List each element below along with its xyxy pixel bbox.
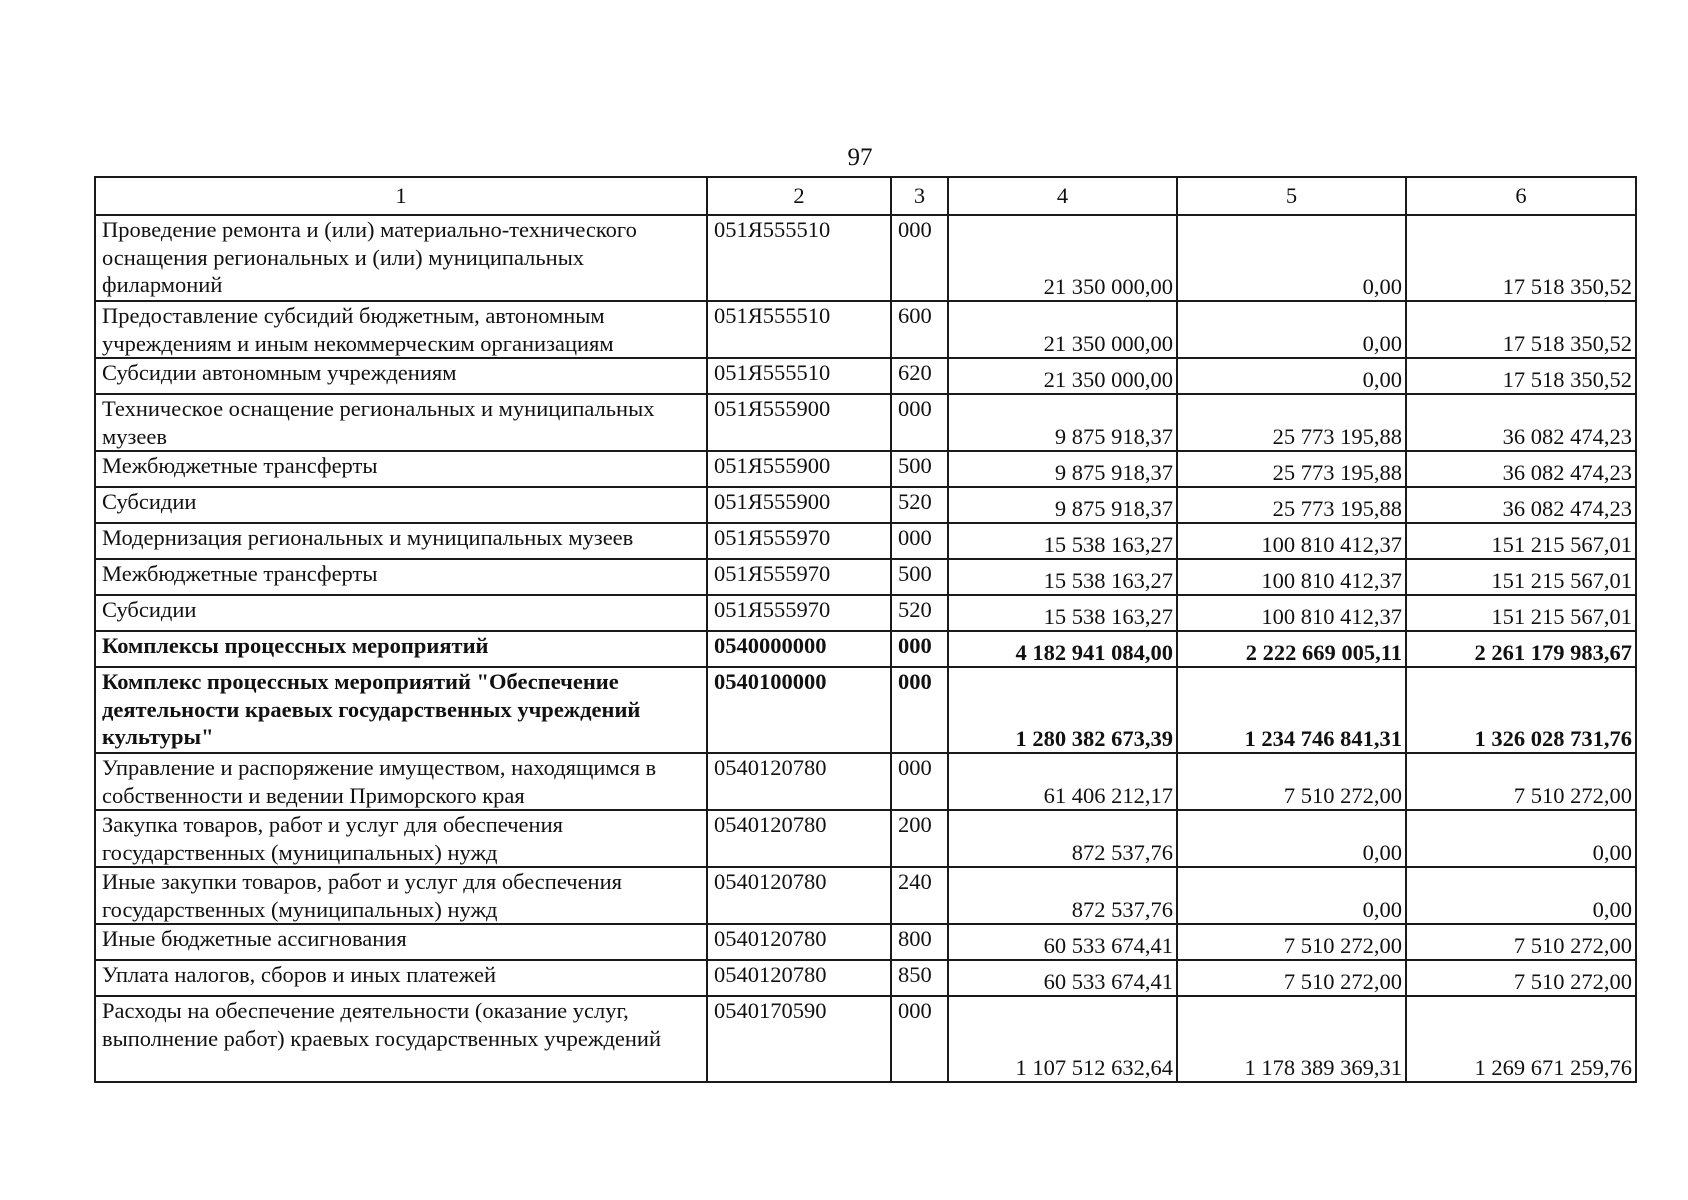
row-value-col4: 1 280 382 673,39 <box>948 667 1177 753</box>
row-value-col4: 15 538 163,27 <box>948 523 1177 559</box>
table-row <box>95 810 1636 867</box>
row-value-col5: 0,00 <box>1177 215 1406 301</box>
row-value-col4: 60 533 674,41 <box>948 924 1177 960</box>
table-row <box>95 631 1636 667</box>
row-value-col4: 21 350 000,00 <box>948 215 1177 301</box>
row-value-col6: 36 082 474,23 <box>1406 487 1636 523</box>
row-value-col6: 2 261 179 983,67 <box>1406 631 1636 667</box>
row-value-col6: 17 518 350,52 <box>1406 301 1636 358</box>
row-name: Закупка товаров, работ и услуг для обеспечения государственных (муниципальных) нужд <box>95 810 707 867</box>
column-header: 4 <box>948 177 1177 215</box>
row-expense-type: 850 <box>891 960 948 996</box>
page-number: 97 <box>847 144 873 171</box>
row-value-col5: 7 510 272,00 <box>1177 753 1406 810</box>
row-value-col5: 100 810 412,37 <box>1177 595 1406 631</box>
column-header: 6 <box>1406 177 1636 215</box>
row-value-col4: 872 537,76 <box>948 810 1177 867</box>
row-value-col4: 21 350 000,00 <box>948 358 1177 394</box>
header-row <box>95 177 1636 215</box>
row-value-col6: 7 510 272,00 <box>1406 753 1636 810</box>
row-value-col5: 25 773 195,88 <box>1177 394 1406 451</box>
row-name: Техническое оснащение региональных и муниципальных музеев <box>95 394 707 451</box>
row-value-col5: 1 178 389 369,31 <box>1177 996 1406 1082</box>
row-name: Предоставление субсидий бюджетным, автономным учреждениям и иным некоммерческим организациям <box>95 301 707 358</box>
row-value-col6: 36 082 474,23 <box>1406 451 1636 487</box>
row-code: 051Я555510 <box>707 215 891 301</box>
table-row <box>95 559 1636 595</box>
table-row <box>95 301 1636 358</box>
row-value-col6: 151 215 567,01 <box>1406 559 1636 595</box>
row-expense-type: 000 <box>891 667 948 753</box>
row-value-col5: 0,00 <box>1177 867 1406 924</box>
row-code: 051Я555900 <box>707 394 891 451</box>
row-expense-type: 000 <box>891 753 948 810</box>
row-value-col6: 7 510 272,00 <box>1406 924 1636 960</box>
row-value-col6: 151 215 567,01 <box>1406 523 1636 559</box>
row-value-col4: 15 538 163,27 <box>948 595 1177 631</box>
row-code: 0540120780 <box>707 810 891 867</box>
row-value-col4: 9 875 918,37 <box>948 451 1177 487</box>
row-name: Модернизация региональных и муниципальных музеев <box>95 523 707 559</box>
row-code: 051Я555970 <box>707 559 891 595</box>
row-code: 051Я555510 <box>707 358 891 394</box>
row-code: 0540120780 <box>707 753 891 810</box>
row-code: 0540170590 <box>707 996 891 1082</box>
row-value-col4: 4 182 941 084,00 <box>948 631 1177 667</box>
row-value-col6: 1 326 028 731,76 <box>1406 667 1636 753</box>
row-expense-type: 500 <box>891 559 948 595</box>
row-expense-type: 520 <box>891 487 948 523</box>
row-value-col5: 25 773 195,88 <box>1177 487 1406 523</box>
row-expense-type: 240 <box>891 867 948 924</box>
row-value-col5: 7 510 272,00 <box>1177 960 1406 996</box>
row-expense-type: 200 <box>891 810 948 867</box>
row-name: Расходы на обеспечение деятельности (оказание услуг, выполнение работ) краевых государственных учреждений <box>95 996 707 1082</box>
row-value-col4: 60 533 674,41 <box>948 960 1177 996</box>
row-value-col6: 17 518 350,52 <box>1406 358 1636 394</box>
row-name: Иные бюджетные ассигнования <box>95 924 707 960</box>
row-code: 051Я555510 <box>707 301 891 358</box>
row-code: 051Я555970 <box>707 523 891 559</box>
row-value-col4: 61 406 212,17 <box>948 753 1177 810</box>
row-expense-type: 600 <box>891 301 948 358</box>
row-code: 051Я555970 <box>707 595 891 631</box>
row-value-col5: 0,00 <box>1177 301 1406 358</box>
row-name: Межбюджетные трансферты <box>95 559 707 595</box>
row-value-col4: 1 107 512 632,64 <box>948 996 1177 1082</box>
column-header: 2 <box>707 177 891 215</box>
row-expense-type: 000 <box>891 996 948 1082</box>
table-row <box>95 867 1636 924</box>
table-row <box>95 753 1636 810</box>
row-name: Уплата налогов, сборов и иных платежей <box>95 960 707 996</box>
row-value-col6: 0,00 <box>1406 867 1636 924</box>
table-row <box>95 451 1636 487</box>
table-row <box>95 487 1636 523</box>
row-value-col4: 9 875 918,37 <box>948 394 1177 451</box>
column-header: 5 <box>1177 177 1406 215</box>
column-header: 1 <box>95 177 707 215</box>
row-name: Иные закупки товаров, работ и услуг для обеспечения государственных (муниципальных) нужд <box>95 867 707 924</box>
row-name: Комплексы процессных мероприятий <box>95 631 707 667</box>
row-code: 051Я555900 <box>707 487 891 523</box>
row-value-col5: 1 234 746 841,31 <box>1177 667 1406 753</box>
row-value-col5: 0,00 <box>1177 358 1406 394</box>
row-value-col6: 36 082 474,23 <box>1406 394 1636 451</box>
row-value-col4: 9 875 918,37 <box>948 487 1177 523</box>
table-row <box>95 996 1636 1082</box>
row-code: 0540120780 <box>707 924 891 960</box>
table-row <box>95 960 1636 996</box>
column-header: 3 <box>891 177 948 215</box>
row-value-col5: 100 810 412,37 <box>1177 559 1406 595</box>
table-row <box>95 358 1636 394</box>
row-value-col5: 2 222 669 005,11 <box>1177 631 1406 667</box>
table-row <box>95 523 1636 559</box>
row-value-col6: 1 269 671 259,76 <box>1406 996 1636 1082</box>
row-expense-type: 500 <box>891 451 948 487</box>
row-code: 0540120780 <box>707 960 891 996</box>
row-code: 0540120780 <box>707 867 891 924</box>
row-value-col5: 25 773 195,88 <box>1177 451 1406 487</box>
row-expense-type: 000 <box>891 394 948 451</box>
table-row <box>95 667 1636 753</box>
row-name: Комплекс процессных мероприятий "Обеспечение деятельности краевых государственных учреждений культуры" <box>95 667 707 753</box>
row-name: Межбюджетные трансферты <box>95 451 707 487</box>
table-row <box>95 215 1636 301</box>
row-code: 0540100000 <box>707 667 891 753</box>
row-value-col4: 21 350 000,00 <box>948 301 1177 358</box>
row-name: Проведение ремонта и (или) материально-технического оснащения региональных и (или) муниципальных филармоний <box>95 215 707 301</box>
row-expense-type: 000 <box>891 631 948 667</box>
row-name: Субсидии <box>95 595 707 631</box>
row-value-col5: 7 510 272,00 <box>1177 924 1406 960</box>
row-value-col6: 0,00 <box>1406 810 1636 867</box>
row-value-col5: 0,00 <box>1177 810 1406 867</box>
row-value-col6: 17 518 350,52 <box>1406 215 1636 301</box>
row-expense-type: 000 <box>891 215 948 301</box>
row-name: Субсидии <box>95 487 707 523</box>
row-value-col5: 100 810 412,37 <box>1177 523 1406 559</box>
row-value-col6: 151 215 567,01 <box>1406 595 1636 631</box>
table-row <box>95 924 1636 960</box>
row-expense-type: 620 <box>891 358 948 394</box>
row-name: Субсидии автономным учреждениям <box>95 358 707 394</box>
row-code: 0540000000 <box>707 631 891 667</box>
row-expense-type: 800 <box>891 924 948 960</box>
table-row <box>95 595 1636 631</box>
row-code: 051Я555900 <box>707 451 891 487</box>
row-value-col6: 7 510 272,00 <box>1406 960 1636 996</box>
row-value-col4: 15 538 163,27 <box>948 559 1177 595</box>
row-expense-type: 000 <box>891 523 948 559</box>
row-name: Управление и распоряжение имуществом, находящимся в собственности и ведении Приморского края <box>95 753 707 810</box>
budget-table <box>94 176 1637 1083</box>
table-row <box>95 394 1636 451</box>
row-expense-type: 520 <box>891 595 948 631</box>
row-value-col4: 872 537,76 <box>948 867 1177 924</box>
